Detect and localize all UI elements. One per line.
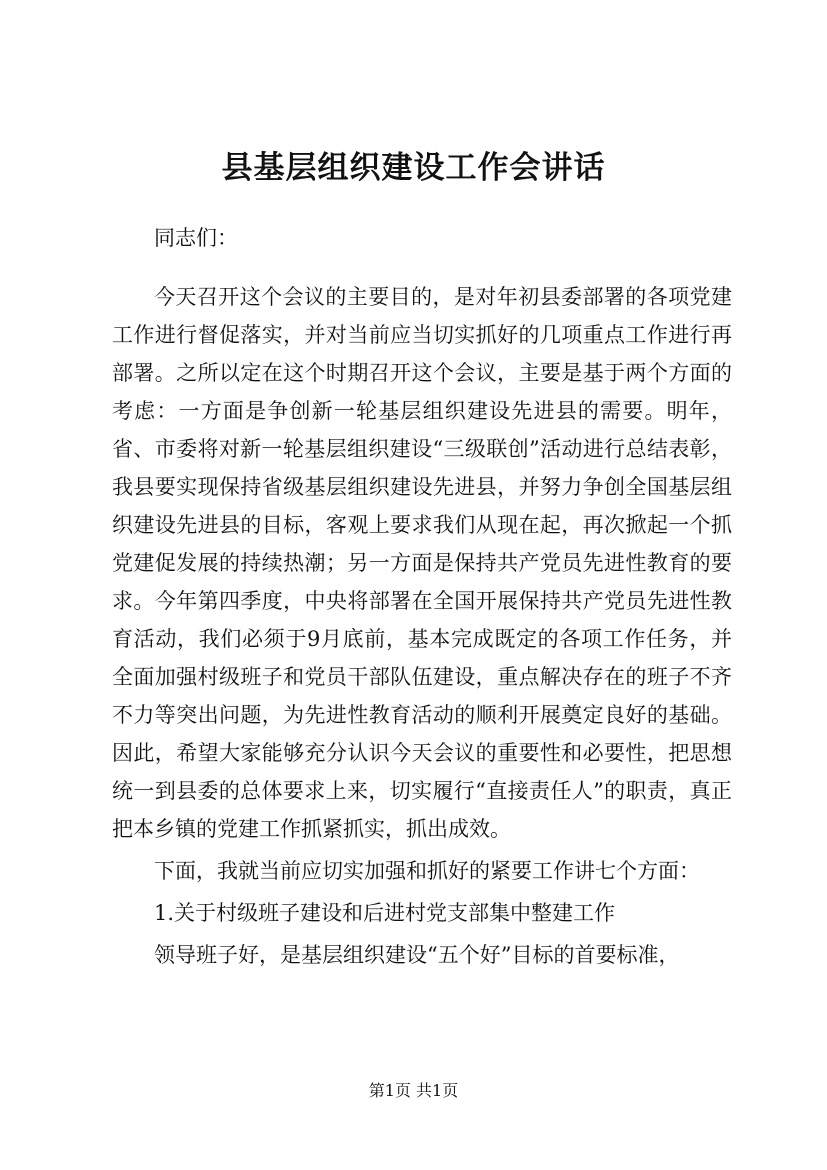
section-heading: 1.关于村级班子建设和后进村党支部集中整建工作 — [154, 901, 616, 925]
document-body — [112, 198, 732, 974]
body-paragraph: 下面，我就当前应切实加强和抓好的紧要工作讲七个方面： — [154, 859, 700, 883]
document-title: 县基层组织建设工作会讲话 — [221, 150, 606, 186]
page-footer: 第1页 共1页 — [368, 1081, 459, 1100]
salutation: 同志们： — [154, 226, 238, 250]
body-paragraph: 领导班子好，是基层组织建设“五个好”目标的首要标准， — [154, 943, 680, 967]
body-paragraph: 今天召开这个会议的主要目的，是对年初县委部署的各项党建工作进行督促落实，并对当前应当切实抓好的几项重点工作进行再部署。之所以定在这个时期召开这个会议，主要是基于两个方面的考虑：一方面是争创新一轮基层组织建设先进县的需要。明年，省、市委将对新一轮基层组织建设“三级联创”活动进行总结表彰，我县要实现保持省级基层组织建设先进县，并努力争创全国基层组织建设先进县的目标，客观上要求我们从现在起，再次掀起一个抓党建促发展的持续热潮；另一方面是保持共产党员先进性教育的要求。今年第四季度，中央将部署在全国开展保持共产党员先进性教育活动，我们必须于9月底前，基本完成既定的各项工作任务，并全面加强村级班子和党员干部队伍建设，重点解决存在的班子不齐不力等突出问题，为先进性教育活动的顺利开展奠定良好的基础。因此，希望大家能够充分认识今天会议的重要性和必要性，把思想统一到县委的总体要求上来，切实履行“直接责任人”的职责，真正把本乡镇的党建工作抓紧抓实，抓出成效。 — [112, 285, 732, 841]
